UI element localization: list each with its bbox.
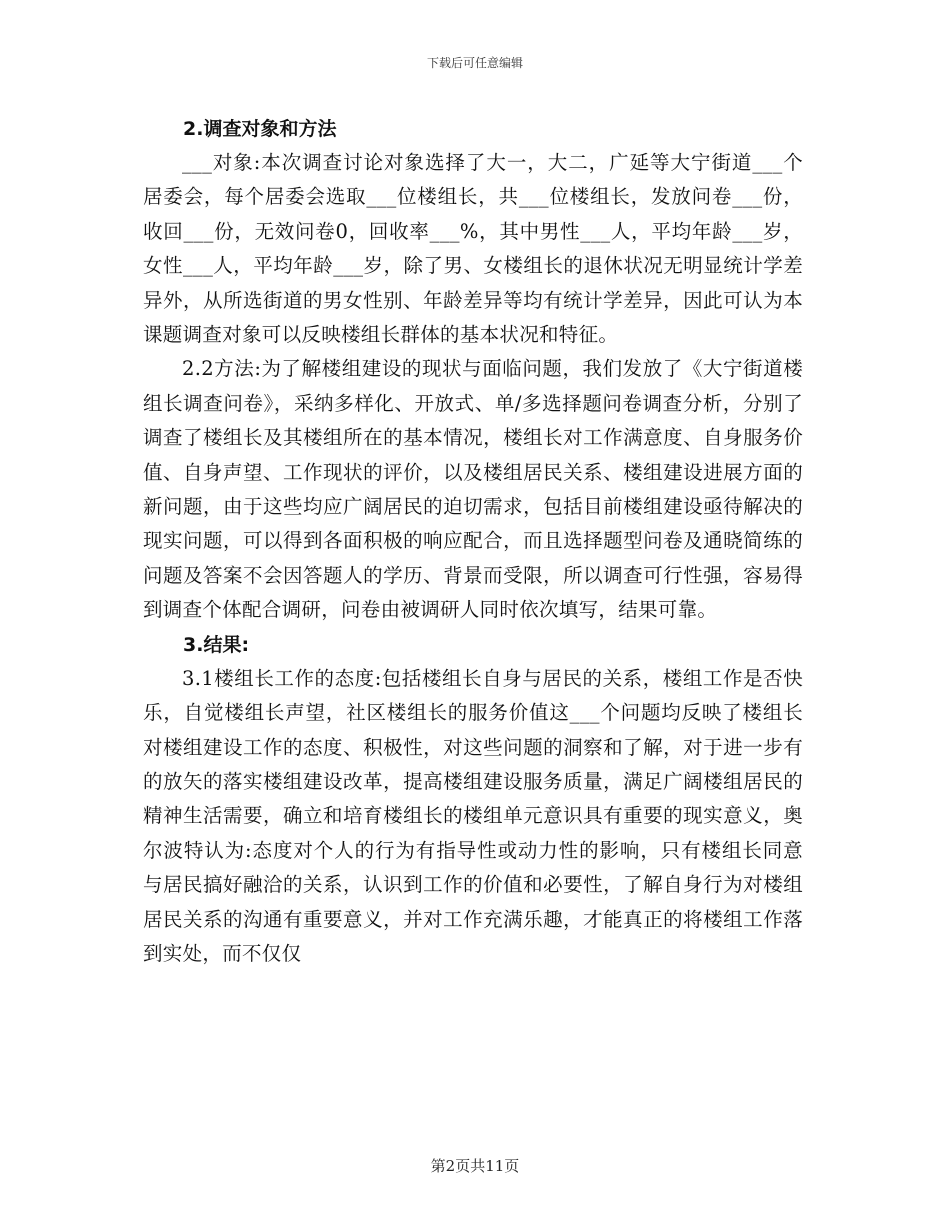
section-heading-3: 3.结果:: [183, 633, 250, 656]
paragraph-methods: 2.2方法:为了解楼组建设的现状与面临问题，我们发放了《大宁街道楼组长调查问卷》，采纳多样化、开放式、单/多选择题问卷调查分析，分别了调查了楼组长及其楼组所在的基本情况，楼组长对工作满意度、自身服务价值、自身声望、工作现状的评价，以及楼组居民关系、楼组建设进展方面的新问题，由于这些均应广阔居民的迫切需求，包括目前楼组建设亟待解决的现实问题，可以得到各面积极的响应配合，而且选择题型问卷及通晓简练的问题及答案不会因答题人的学历、背景而受限，所以调查可行性强，容易得到调查个体配合调研，问卷由被调研人同时依次填写，结果可靠。: [143, 357, 803, 622]
header-note: 下载后可任意编辑: [426, 56, 523, 70]
section-heading-2: 2.调查对象和方法: [183, 118, 337, 140]
document-body: [143, 112, 803, 971]
paragraph-results-attitude: 3.1楼组长工作的态度:包括楼组长自身与居民的关系，楼组工作是否快乐，自觉楼组长声望，社区楼组长的服务价值这___个问题均反映了楼组长对楼组建设工作的态度、积极性，对这些问题的洞察和了解，对于进一步有的放矢的落实楼组建设改革，提高楼组建设服务质量，满足广阔楼组居民的精神生活需要，确立和培育楼组长的楼组单元意识具有重要的现实意义，奥尔波特认为:态度对个人的行为有指导性或动力性的影响，只有楼组长同意与居民搞好融洽的关系，认识到工作的价值和必要性，了解自身行为对楼组居民关系的沟通有重要意义，并对工作充满乐趣，才能真正的将楼组工作落到实处，而不仅仅: [143, 666, 803, 965]
page-number: 第2页共11页: [430, 1157, 520, 1175]
paragraph-subjects: ___对象:本次调查讨论对象选择了大一，大二，广延等大宁街道___个居委会，每个居委会选取___位楼组长，共___位楼组长，发放问卷___份，收回___份，无效问卷0，回收率___%，其中男性___人，平均年龄___岁，女性___人，平均年龄___岁，除了男、女楼组长的退休状况无明显统计学差异外，从所选街道的男女性别、年龄差异等均有统计学差异，因此可认为本课题调查对象可以反映楼组长群体的基本状况和特征。: [143, 151, 803, 347]
